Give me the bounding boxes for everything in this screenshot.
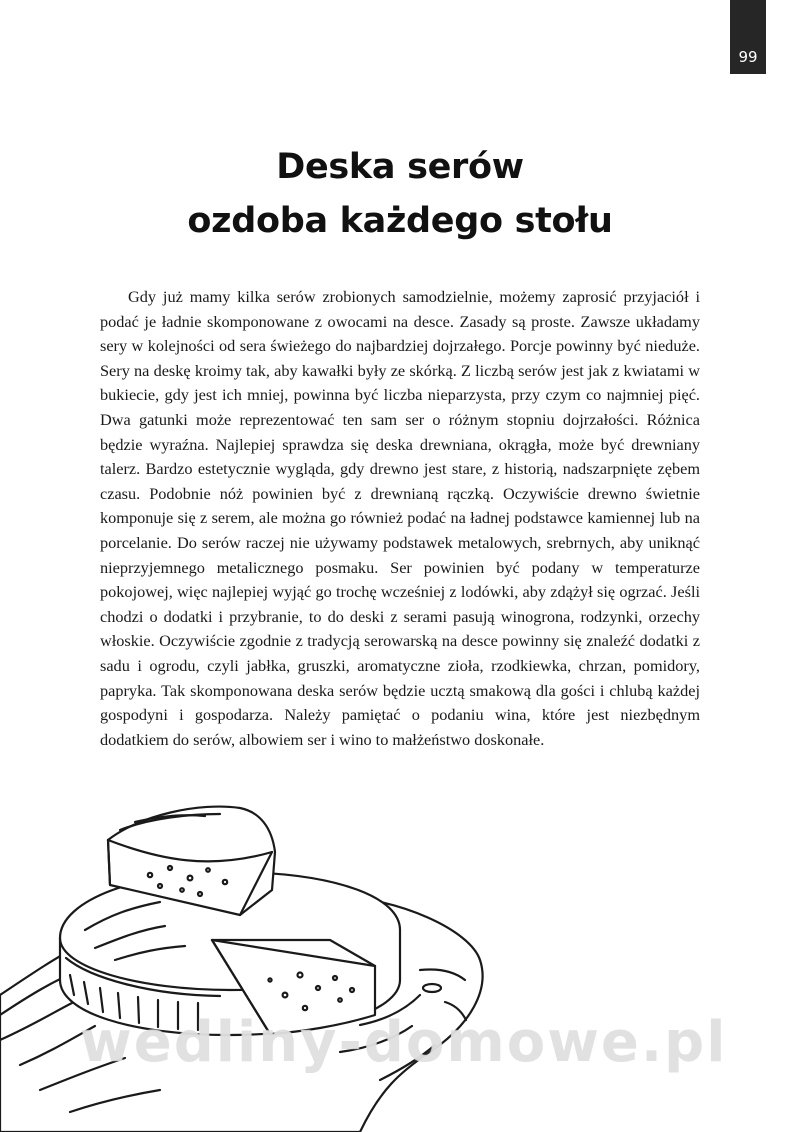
page-title bbox=[0, 140, 800, 248]
page-number-tab bbox=[730, 0, 766, 74]
page-number: 99 bbox=[738, 48, 758, 66]
body-paragraph: Gdy już mamy kilka serów zrobionych samodzielnie, możemy zaprosić przyjaciół i podać je ładnie skomponowane z owocami na desce. Zasady są proste. Zawsze układamy sery w kolejności od sera świeżego do najbardziej dojrzałego. Porcje powinny być nieduże. Sery na deskę kroimy tak, aby kawałki były ze skórką. Z liczbą serów jest jak z kwiatami w bukiecie, gdy jest ich mniej, powinna być liczba nieparzysta, przy czym co najmniej pięć. Dwa gatunki może reprezentować ten sam ser o różnym stopniu dojrzałości. Różnica będzie wyraźna. Najlepiej sprawdza się deska drewniana, okrągła, może być drewniany talerz. Bardzo estetycznie wygląda, gdy drewno jest stare, z historią, nadszarpnięte zębem czasu. Podobnie nóż powinien być z drewnianą rączką. Oczywiście drewno świetnie komponuje się z serem, ale można go również podać na ładnej podstawce kamiennej lub na porcelanie. Do serów raczej nie używamy podstawek metalowych, srebrnych, aby uniknąć nieprzyjemnego metalicznego posmaku. Ser powinien być podany w temperaturze pokojowej, więc najlepiej wyjąć go trochę wcześniej z lodówki, aby zdążył się ogrzać. Jeśli chodzi o dodatki i przybranie, to do deski z serami pasują winogrona, rodzynki, orzechy włoskie. Oczywiście zgodnie z tradycją serowarską na desce powinny się znaleźć dodatki z sadu i ogrodu, czyli jabłka, gruszki, aromatyczne zioła, rzodkiewka, chrzan, pomidory, papryka. Tak skomponowana deska serów będzie ucztą smakową dla gości i chlubą każdej gospodyni i gospodarza. Należy pamiętać o podaniu wina, które jest niezbędnym dodatkiem do serów, albowiem ser i wino to małżeństwo doskonałe. bbox=[100, 287, 700, 749]
watermark: wedliny-domowe.pl bbox=[80, 1010, 728, 1075]
title-line-2: ozdoba każdego stołu bbox=[187, 201, 613, 241]
cheese-board-illustration bbox=[0, 790, 800, 1132]
title-line-1: Deska serów bbox=[276, 147, 524, 187]
